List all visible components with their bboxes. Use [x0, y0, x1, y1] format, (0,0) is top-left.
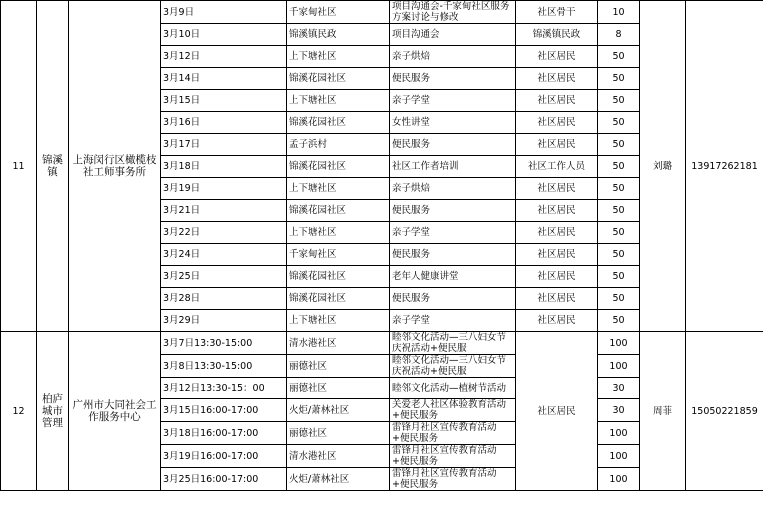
section-11-body: [1, 1, 763, 332]
participant-count: 30: [598, 378, 640, 399]
activity-content: 亲子学堂: [390, 90, 516, 112]
town-name: 锦溪镇: [37, 1, 69, 332]
activity-target: 社区居民: [516, 244, 598, 266]
section-12-body: [1, 332, 763, 491]
participant-count: 50: [598, 288, 640, 310]
activity-place: 上下塘社区: [287, 90, 390, 112]
table-row: [1, 1, 763, 24]
activity-place: 丽德社区: [287, 355, 390, 378]
activity-target: 锦溪镇民政: [516, 24, 598, 46]
participant-count: 50: [598, 244, 640, 266]
activity-target: 社区骨干: [516, 1, 598, 24]
organization-name: 上海闵行区橄榄枝社工师事务所: [69, 1, 161, 332]
activity-date: 3月21日: [161, 200, 287, 222]
activity-target: 社区居民: [516, 134, 598, 156]
activity-date: 3月24日: [161, 244, 287, 266]
activity-content: 雷锋月社区宣传教育活动+便民服务: [390, 468, 516, 491]
section-number: 11: [1, 1, 37, 332]
activity-date: 3月9日: [161, 1, 287, 24]
activity-content: 社区工作者培训: [390, 156, 516, 178]
activity-place: 千家甸社区: [287, 1, 390, 24]
activity-content: 项目沟通会-千家甸社区服务方案讨论与修改: [390, 1, 516, 24]
activity-date: 3月18日: [161, 156, 287, 178]
participant-count: 50: [598, 222, 640, 244]
participant-count: 100: [598, 468, 640, 491]
activity-content: 亲子烘焙: [390, 46, 516, 68]
activity-date: 3月10日: [161, 24, 287, 46]
activity-content: 亲子学堂: [390, 222, 516, 244]
activity-target: 社区居民: [516, 46, 598, 68]
activity-place: 锦溪花园社区: [287, 200, 390, 222]
participant-count: 100: [598, 422, 640, 445]
activity-date: 3月18日16:00-17:00: [161, 422, 287, 445]
activity-place: 上下塘社区: [287, 310, 390, 332]
activity-date: 3月16日: [161, 112, 287, 134]
activity-content: 亲子烘焙: [390, 178, 516, 200]
participant-count: 50: [598, 310, 640, 332]
participant-count: 50: [598, 178, 640, 200]
participant-count: 100: [598, 445, 640, 468]
activity-date: 3月17日: [161, 134, 287, 156]
activity-date: 3月25日16:00-17:00: [161, 468, 287, 491]
contact-phone: 15050221859: [686, 332, 763, 491]
participant-count: 50: [598, 90, 640, 112]
participant-count: 8: [598, 24, 640, 46]
activity-place: 上下塘社区: [287, 178, 390, 200]
participant-count: 50: [598, 200, 640, 222]
activity-target: 社区居民: [516, 112, 598, 134]
activity-place: 锦溪花园社区: [287, 112, 390, 134]
activity-place: 千家甸社区: [287, 244, 390, 266]
activity-place: 锦溪花园社区: [287, 266, 390, 288]
activity-place: 丽德社区: [287, 378, 390, 399]
activity-target: 社区工作人员: [516, 156, 598, 178]
activity-place: 清水港社区: [287, 332, 390, 355]
activity-date: 3月12日13:30-15：00: [161, 378, 287, 399]
activity-content: 便民服务: [390, 244, 516, 266]
participant-count: 50: [598, 134, 640, 156]
activity-content: 女性讲堂: [390, 112, 516, 134]
activity-place: 清水港社区: [287, 445, 390, 468]
activity-content: 便民服务: [390, 288, 516, 310]
activity-target: 社区居民: [516, 332, 598, 491]
activity-date: 3月7日13:30-15:00: [161, 332, 287, 355]
activity-date: 3月29日: [161, 310, 287, 332]
participant-count: 50: [598, 266, 640, 288]
activity-date: 3月19日16:00-17:00: [161, 445, 287, 468]
activity-date: 3月28日: [161, 288, 287, 310]
activity-place: 锦溪花园社区: [287, 288, 390, 310]
activity-content: 项目沟通会: [390, 24, 516, 46]
activity-place: 上下塘社区: [287, 222, 390, 244]
participant-count: 50: [598, 156, 640, 178]
activity-content: 老年人健康讲堂: [390, 266, 516, 288]
activity-target: 社区居民: [516, 68, 598, 90]
activity-place: 火炬/萧林社区: [287, 399, 390, 422]
activity-content: 便民服务: [390, 68, 516, 90]
activity-target: 社区居民: [516, 288, 598, 310]
activity-content: 雷锋月社区宣传教育活动+便民服务: [390, 445, 516, 468]
contact-person: 刘璐: [640, 1, 686, 332]
activity-place: 孟子浜村: [287, 134, 390, 156]
organization-name: 广州市大同社会工作服务中心: [69, 332, 161, 491]
activity-content: 便民服务: [390, 200, 516, 222]
activity-place: 丽德社区: [287, 422, 390, 445]
participant-count: 100: [598, 332, 640, 355]
activity-date: 3月19日: [161, 178, 287, 200]
activity-target: 社区居民: [516, 200, 598, 222]
activity-content: 睦邻文化活动—植树节活动: [390, 378, 516, 399]
activity-date: 3月25日: [161, 266, 287, 288]
activity-place: 锦溪镇民政: [287, 24, 390, 46]
activity-date: 3月22日: [161, 222, 287, 244]
activity-content: 关爱老人社区体验教育活动+便民服务: [390, 399, 516, 422]
activity-content: 睦邻文化活动—三八妇女节庆祝活动+便民服: [390, 332, 516, 355]
activity-target: 社区居民: [516, 90, 598, 112]
activity-target: 社区居民: [516, 178, 598, 200]
activity-target: 社区居民: [516, 310, 598, 332]
activity-place: 锦溪花园社区: [287, 68, 390, 90]
contact-phone: 13917262181: [686, 1, 763, 332]
activity-content: 睦邻文化活动—三八妇女节庆祝活动+便民服: [390, 355, 516, 378]
activity-place: 上下塘社区: [287, 46, 390, 68]
section-number: 12: [1, 332, 37, 491]
table-row: [1, 332, 763, 355]
activity-date: 3月15日16:00-17:00: [161, 399, 287, 422]
activity-content: 亲子学堂: [390, 310, 516, 332]
activity-place: 锦溪花园社区: [287, 156, 390, 178]
activity-date: 3月15日: [161, 90, 287, 112]
activity-target: 社区居民: [516, 222, 598, 244]
town-name: 柏庐城市管理: [37, 332, 69, 491]
activity-content: 雷锋月社区宣传教育活动+便民服务: [390, 422, 516, 445]
contact-person: 周菲: [640, 332, 686, 491]
activity-target: 社区居民: [516, 266, 598, 288]
participant-count: 30: [598, 399, 640, 422]
activity-date: 3月12日: [161, 46, 287, 68]
activity-content: 便民服务: [390, 134, 516, 156]
participant-count: 50: [598, 68, 640, 90]
participant-count: 50: [598, 112, 640, 134]
activity-date: 3月14日: [161, 68, 287, 90]
activity-date: 3月8日13:30-15:00: [161, 355, 287, 378]
participant-count: 100: [598, 355, 640, 378]
participant-count: 50: [598, 46, 640, 68]
activity-place: 火炬/萧林社区: [287, 468, 390, 491]
participant-count: 10: [598, 1, 640, 24]
